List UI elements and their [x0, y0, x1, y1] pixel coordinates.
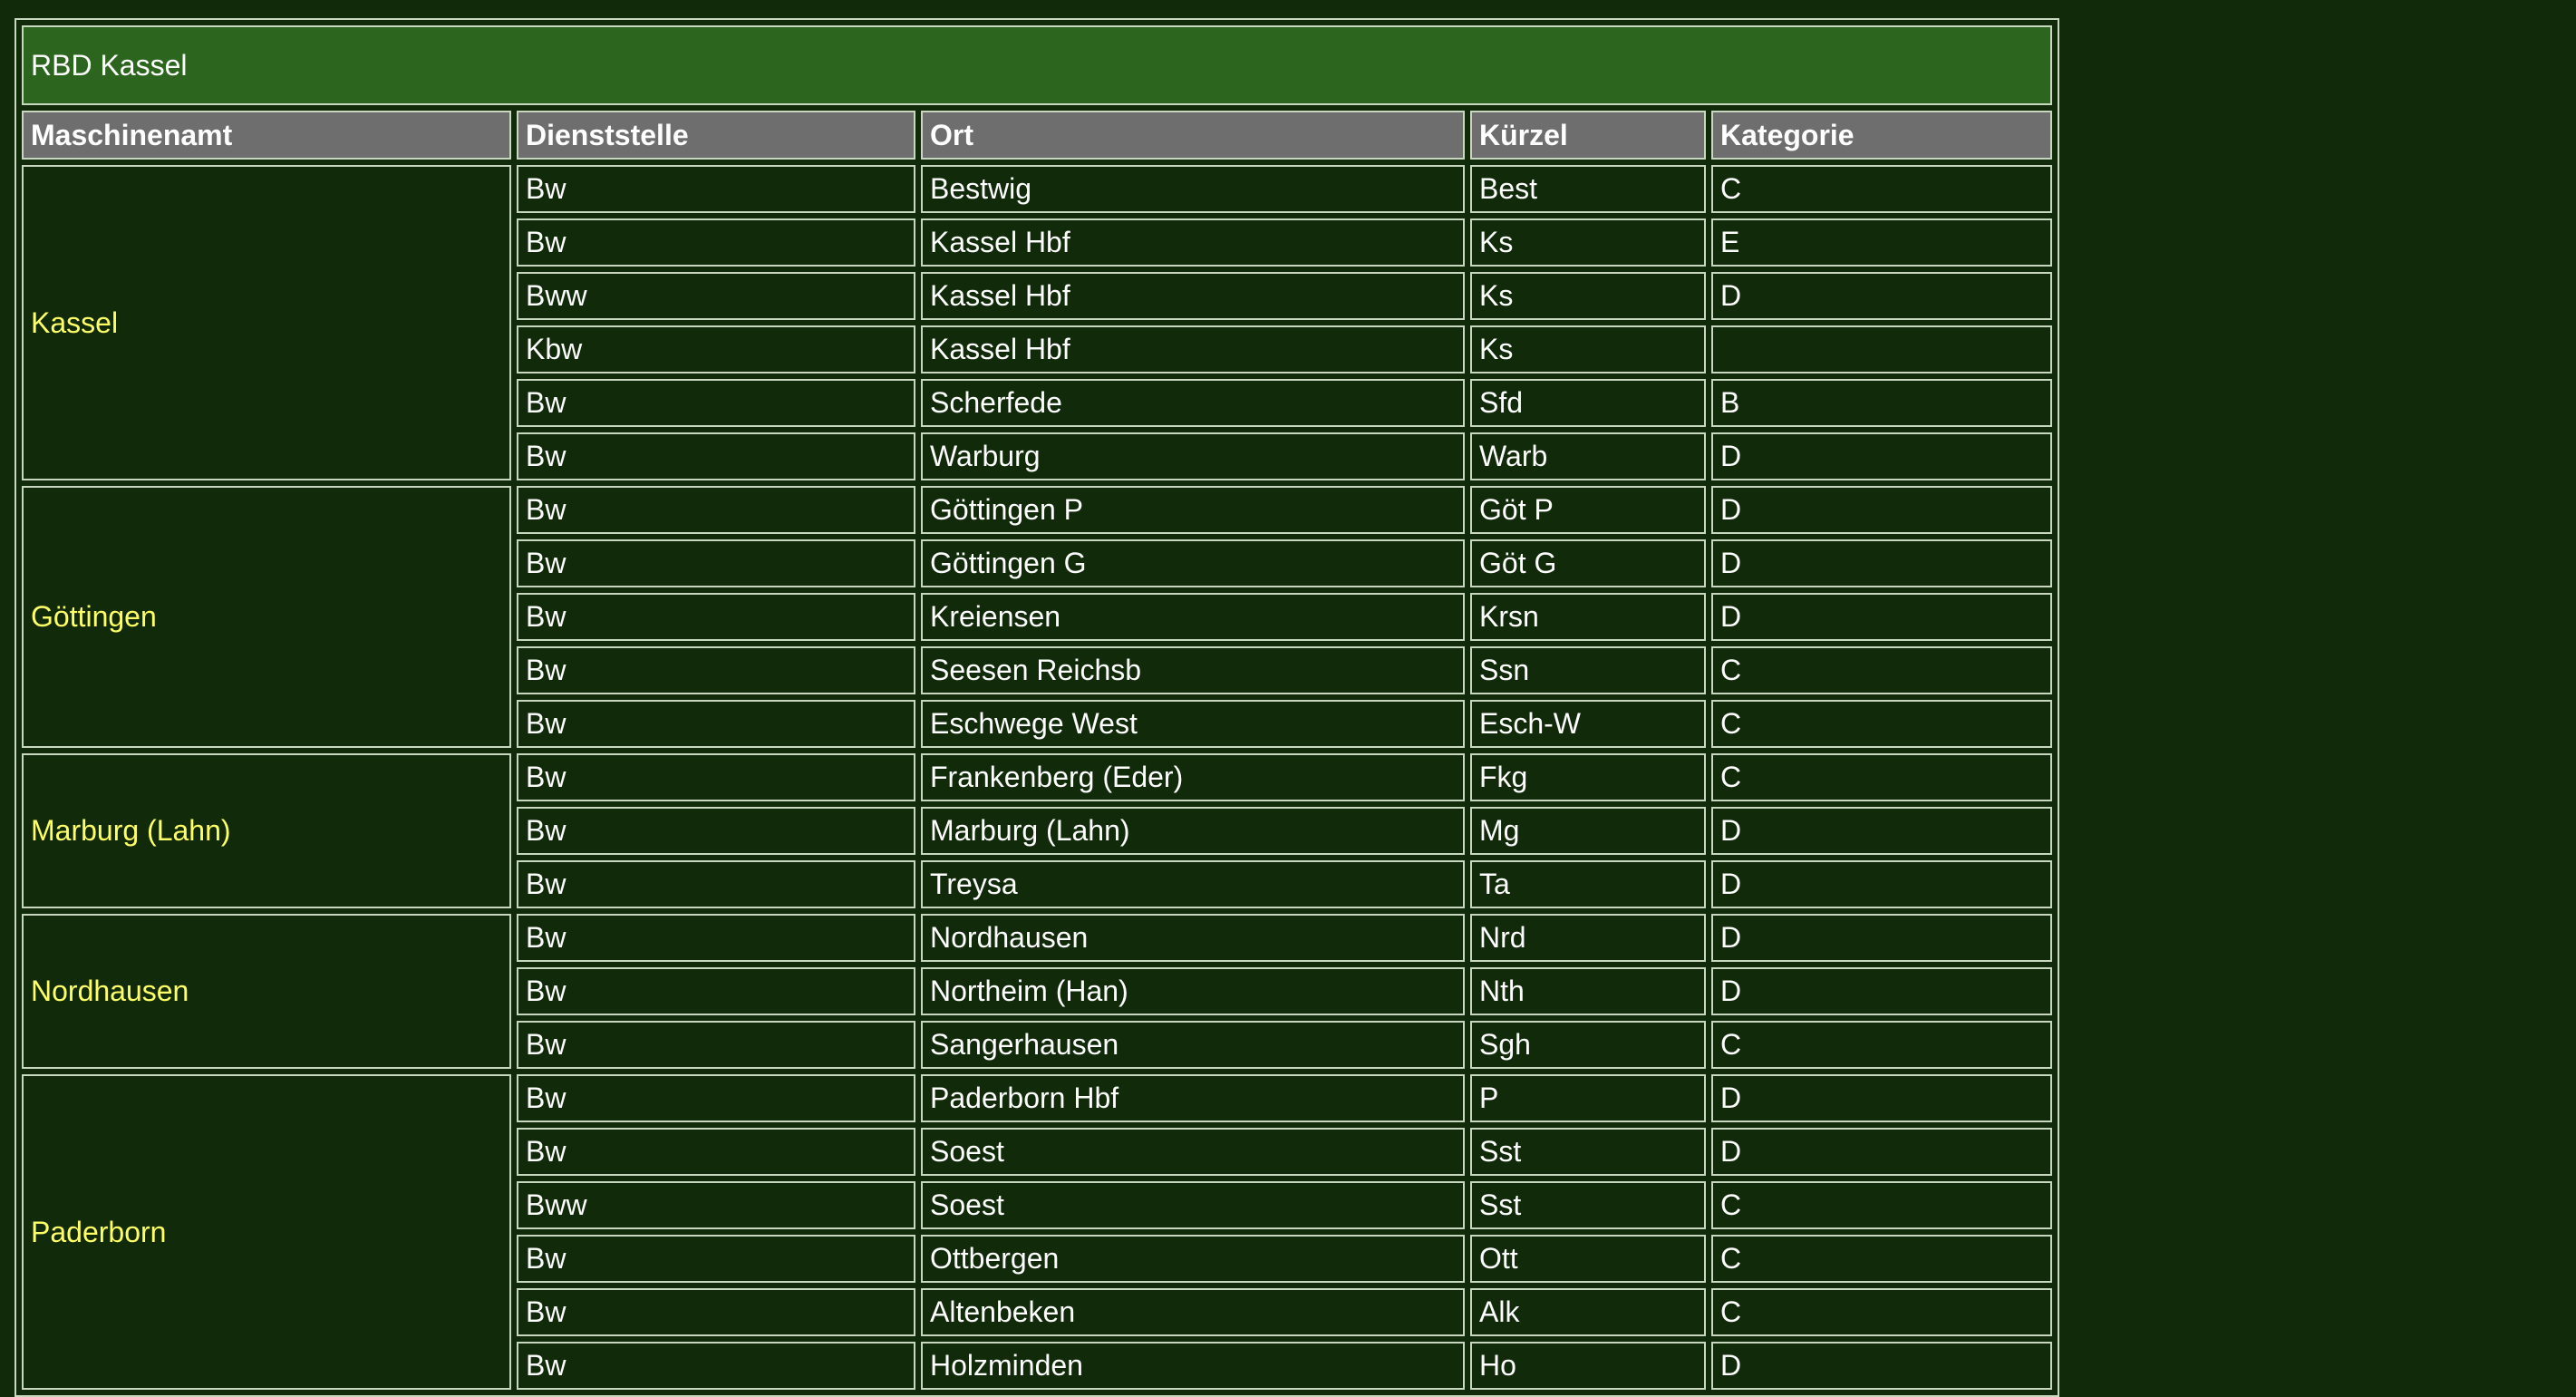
column-header-ort: Ort — [921, 111, 1465, 160]
maschinenamt-cell: Göttingen — [22, 486, 511, 748]
page-container — [15, 18, 2056, 1397]
ort-cell: Treysa — [921, 860, 1465, 908]
kuerzel-cell: Best — [1470, 165, 1706, 213]
maschinenamt-cell: Nordhausen — [22, 914, 511, 1069]
dienststelle-cell: Kbw — [517, 325, 915, 374]
kategorie-cell: D — [1711, 807, 2052, 855]
kategorie-cell: C — [1711, 700, 2052, 748]
ort-cell: Scherfede — [921, 379, 1465, 427]
kuerzel-cell: Nth — [1470, 967, 1706, 1015]
kategorie-cell: C — [1711, 1021, 2052, 1069]
kategorie-cell: C — [1711, 165, 2052, 213]
kuerzel-cell: Mg — [1470, 807, 1706, 855]
kategorie-cell: D — [1711, 539, 2052, 587]
dienststelle-cell: Bw — [517, 646, 915, 694]
ort-cell: Bestwig — [921, 165, 1465, 213]
kuerzel-cell: P — [1470, 1074, 1706, 1122]
kuerzel-cell: Ott — [1470, 1235, 1706, 1283]
dienststelle-cell: Bw — [517, 1342, 915, 1390]
dienststelle-cell: Bw — [517, 807, 915, 855]
kategorie-cell: D — [1711, 1128, 2052, 1176]
dienststelle-cell: Bww — [517, 272, 915, 320]
ort-cell: Seesen Reichsb — [921, 646, 1465, 694]
dienststelle-cell: Bw — [517, 165, 915, 213]
ort-cell: Warburg — [921, 432, 1465, 480]
table-row — [22, 486, 2052, 534]
kuerzel-cell: Alk — [1470, 1288, 1706, 1336]
dienststelle-cell: Bw — [517, 379, 915, 427]
kategorie-cell: D — [1711, 486, 2052, 534]
kategorie-cell: D — [1711, 593, 2052, 641]
kategorie-cell — [1711, 325, 2052, 374]
dienststelle-cell: Bw — [517, 593, 915, 641]
kategorie-cell: D — [1711, 860, 2052, 908]
kategorie-cell: D — [1711, 272, 2052, 320]
kuerzel-cell: Ks — [1470, 272, 1706, 320]
ort-cell: Altenbeken — [921, 1288, 1465, 1336]
ort-cell: Ottbergen — [921, 1235, 1465, 1283]
dienststelle-cell: Bw — [517, 700, 915, 748]
kuerzel-cell: Sst — [1470, 1181, 1706, 1229]
ort-cell: Göttingen P — [921, 486, 1465, 534]
kategorie-cell: C — [1711, 646, 2052, 694]
kuerzel-cell: Ssn — [1470, 646, 1706, 694]
kategorie-cell: D — [1711, 914, 2052, 962]
maschinenamt-cell: Paderborn — [22, 1074, 511, 1390]
kategorie-cell: D — [1711, 432, 2052, 480]
table-row — [22, 165, 2052, 213]
dienststelle-cell: Bw — [517, 1021, 915, 1069]
kategorie-cell: C — [1711, 753, 2052, 801]
dienststelle-cell: Bw — [517, 860, 915, 908]
column-header-dienststelle: Dienststelle — [517, 111, 915, 160]
kuerzel-cell: Esch-W — [1470, 700, 1706, 748]
kuerzel-cell: Sst — [1470, 1128, 1706, 1176]
table-row — [22, 753, 2052, 801]
kuerzel-cell: Ks — [1470, 218, 1706, 267]
maschinenamt-cell: Marburg (Lahn) — [22, 753, 511, 908]
kategorie-cell: C — [1711, 1288, 2052, 1336]
kategorie-cell: D — [1711, 967, 2052, 1015]
kuerzel-cell: Ho — [1470, 1342, 1706, 1390]
kuerzel-cell: Göt G — [1470, 539, 1706, 587]
kuerzel-cell: Nrd — [1470, 914, 1706, 962]
ort-cell: Holzminden — [921, 1342, 1465, 1390]
kuerzel-cell: Warb — [1470, 432, 1706, 480]
rbd-table — [15, 18, 2059, 1397]
ort-cell: Soest — [921, 1181, 1465, 1229]
page-title: RBD Kassel — [22, 25, 2052, 105]
ort-cell: Kassel Hbf — [921, 272, 1465, 320]
kuerzel-cell: Ks — [1470, 325, 1706, 374]
column-header-kategorie: Kategorie — [1711, 111, 2052, 160]
ort-cell: Soest — [921, 1128, 1465, 1176]
ort-cell: Northeim (Han) — [921, 967, 1465, 1015]
dienststelle-cell: Bw — [517, 1288, 915, 1336]
dienststelle-cell: Bw — [517, 967, 915, 1015]
table-row — [22, 914, 2052, 962]
dienststelle-cell: Bw — [517, 1235, 915, 1283]
table-row — [22, 1074, 2052, 1122]
kuerzel-cell: Göt P — [1470, 486, 1706, 534]
dienststelle-cell: Bw — [517, 539, 915, 587]
dienststelle-cell: Bw — [517, 432, 915, 480]
kuerzel-cell: Sgh — [1470, 1021, 1706, 1069]
ort-cell: Frankenberg (Eder) — [921, 753, 1465, 801]
dienststelle-cell: Bw — [517, 486, 915, 534]
column-header-maschinenamt: Maschinenamt — [22, 111, 511, 160]
dienststelle-cell: Bww — [517, 1181, 915, 1229]
header-row — [22, 111, 2052, 160]
kuerzel-cell: Ta — [1470, 860, 1706, 908]
kuerzel-cell: Krsn — [1470, 593, 1706, 641]
dienststelle-cell: Bw — [517, 218, 915, 267]
maschinenamt-cell: Kassel — [22, 165, 511, 480]
kategorie-cell: D — [1711, 1074, 2052, 1122]
kategorie-cell: C — [1711, 1181, 2052, 1229]
column-header-kuerzel: Kürzel — [1470, 111, 1706, 160]
ort-cell: Kassel Hbf — [921, 325, 1465, 374]
kuerzel-cell: Sfd — [1470, 379, 1706, 427]
ort-cell: Nordhausen — [921, 914, 1465, 962]
ort-cell: Göttingen G — [921, 539, 1465, 587]
ort-cell: Paderborn Hbf — [921, 1074, 1465, 1122]
kategorie-cell: E — [1711, 218, 2052, 267]
ort-cell: Eschwege West — [921, 700, 1465, 748]
dienststelle-cell: Bw — [517, 1128, 915, 1176]
ort-cell: Sangerhausen — [921, 1021, 1465, 1069]
dienststelle-cell: Bw — [517, 753, 915, 801]
dienststelle-cell: Bw — [517, 914, 915, 962]
ort-cell: Kassel Hbf — [921, 218, 1465, 267]
kuerzel-cell: Fkg — [1470, 753, 1706, 801]
ort-cell: Kreiensen — [921, 593, 1465, 641]
kategorie-cell: D — [1711, 1342, 2052, 1390]
kategorie-cell: C — [1711, 1235, 2052, 1283]
ort-cell: Marburg (Lahn) — [921, 807, 1465, 855]
kategorie-cell: B — [1711, 379, 2052, 427]
dienststelle-cell: Bw — [517, 1074, 915, 1122]
table-body — [22, 165, 2052, 1390]
